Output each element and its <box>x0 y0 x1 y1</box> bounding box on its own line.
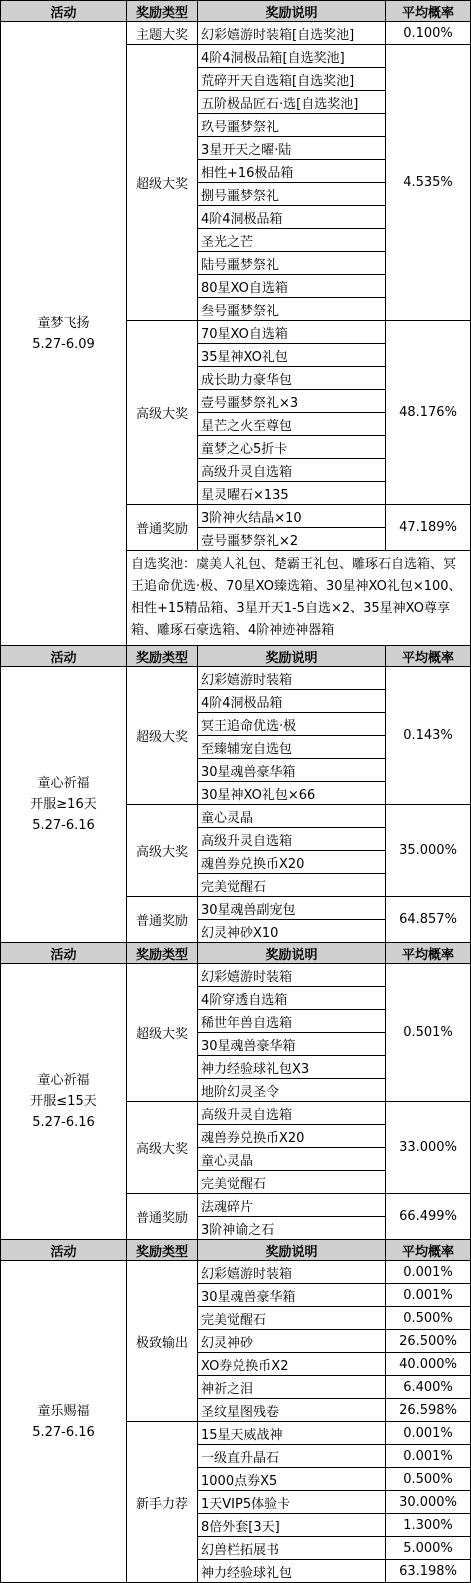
reward-item: 完美觉醒石 <box>198 1171 386 1194</box>
reward-type-cell: 普通奖励 <box>127 1194 198 1240</box>
reward-item: 幻灵神砂 <box>198 1330 386 1353</box>
header-activity: 活动 <box>1 1240 127 1261</box>
probability-cell: 1.300% <box>386 1514 471 1537</box>
probability-cell: 64.857% <box>386 897 471 943</box>
reward-item: XO券兑换币X2 <box>198 1353 386 1376</box>
header-reward-desc: 奖励说明 <box>198 1 386 22</box>
probability-cell: 0.143% <box>386 667 471 805</box>
reward-item: 五阶极品匠石·选[自选奖池] <box>198 91 386 114</box>
reward-type-cell: 超级大奖 <box>127 45 198 321</box>
header-reward-type: 奖励类型 <box>127 943 198 964</box>
header-reward-type: 奖励类型 <box>127 646 198 667</box>
reward-item: 星芒之火至尊包 <box>198 413 386 436</box>
header-activity: 活动 <box>1 943 127 964</box>
reward-item: 30星魂兽豪华箱 <box>198 1033 386 1056</box>
reward-type-cell: 高级大奖 <box>127 805 198 897</box>
reward-item: 4阶4洞极品箱[自选奖池] <box>198 45 386 68</box>
probability-cell: 30.000% <box>386 1491 471 1514</box>
reward-item: 3星开天之曜·陆 <box>198 137 386 160</box>
reward-item: 30星魂兽豪华箱 <box>198 1284 386 1307</box>
reward-item: 荒碎开天自选箱[自选奖池] <box>198 68 386 91</box>
activity-line: 童梦飞扬 <box>37 315 90 331</box>
reward-item: 30星魂兽副宠包 <box>198 897 386 920</box>
header-row <box>1 943 471 964</box>
header-avg-prob: 平均概率 <box>386 1 471 22</box>
reward-item: 童心灵晶 <box>198 1148 386 1171</box>
header-reward-desc: 奖励说明 <box>198 943 386 964</box>
reward-item: 30星魂兽豪华箱 <box>198 759 386 782</box>
reward-item: 魂兽券兑换币X20 <box>198 851 386 874</box>
activity-cell <box>1 667 127 943</box>
reward-item: 高级升灵自选箱 <box>198 459 386 482</box>
probability-cell: 0.500% <box>386 1307 471 1330</box>
reward-item: 高级升灵自选箱 <box>198 1102 386 1125</box>
activity-line: 童乐赐福 <box>37 1403 90 1419</box>
probability-cell: 47.189% <box>386 505 471 551</box>
activity-line: 开服≤15天 <box>30 1094 97 1109</box>
reward-item: 幻彩嬉游时装箱 <box>198 667 386 690</box>
probability-cell: 26.598% <box>386 1399 471 1422</box>
probability-cell: 6.400% <box>386 1376 471 1399</box>
activity-line: 童心祈福 <box>37 1073 90 1088</box>
table-body <box>1 1 471 1583</box>
reward-item: 神祈之泪 <box>198 1376 386 1399</box>
activity-cell <box>1 1261 127 1583</box>
header-reward-desc: 奖励说明 <box>198 646 386 667</box>
reward-type-cell: 普通奖励 <box>127 897 198 943</box>
table-row <box>1 1261 471 1284</box>
reward-item: 完美觉醒石 <box>198 1307 386 1330</box>
reward-item: 童梦之心5折卡 <box>198 436 386 459</box>
probability-cell: 0.500% <box>386 1468 471 1491</box>
reward-item: 15星天威战神 <box>198 1422 386 1445</box>
reward-item: 4阶4洞极品箱 <box>198 690 386 713</box>
table-row <box>1 964 471 987</box>
reward-item: 陆号噩梦祭礼 <box>198 252 386 275</box>
probability-cell: 0.001% <box>386 1445 471 1468</box>
reward-item: 4阶4洞极品箱 <box>198 206 386 229</box>
header-activity: 活动 <box>1 1 127 22</box>
reward-item: 幻彩嬉游时装箱 <box>198 964 386 987</box>
reward-item: 成长助力豪华包 <box>198 367 386 390</box>
header-activity: 活动 <box>1 646 127 667</box>
reward-item: 法魂碎片 <box>198 1194 386 1217</box>
reward-item: 壹号噩梦祭礼×3 <box>198 390 386 413</box>
reward-item: 高级升灵自选箱 <box>198 828 386 851</box>
activity-line: 开服≥16天 <box>30 797 97 812</box>
reward-item: 稀世年兽自选箱 <box>198 1010 386 1033</box>
reward-type-cell: 普通奖励 <box>127 505 198 551</box>
probability-cell: 0.001% <box>386 1284 471 1307</box>
reward-item: 幻灵神砂X10 <box>198 920 386 943</box>
probability-cell: 63.198% <box>386 1560 471 1583</box>
probability-cell: 4.535% <box>386 45 471 321</box>
reward-item: 1000点券X5 <box>198 1468 386 1491</box>
reward-item: 魂兽券兑换币X20 <box>198 1125 386 1148</box>
reward-item: 3阶神谕之石 <box>198 1217 386 1240</box>
header-row <box>1 1 471 22</box>
reward-type-cell: 主题大奖 <box>127 22 198 45</box>
activity-cell <box>1 964 127 1240</box>
probability-cell: 66.499% <box>386 1194 471 1240</box>
probability-cell: 48.176% <box>386 321 471 505</box>
reward-item: 8倍外套[3天] <box>198 1514 386 1537</box>
reward-type-cell: 高级大奖 <box>127 321 198 505</box>
reward-item: 3阶神火结晶×10 <box>198 505 386 528</box>
table-row <box>1 22 471 45</box>
reward-item: 幻兽栏拓展书 <box>198 1537 386 1560</box>
probability-cell: 0.100% <box>386 22 471 45</box>
reward-item: 冥王追命优选·极 <box>198 713 386 736</box>
probability-cell: 40.000% <box>386 1353 471 1376</box>
reward-item: 相性+16极品箱 <box>198 160 386 183</box>
reward-item: 幻彩嬉游时装箱[自选奖池] <box>198 22 386 45</box>
reward-item: 叁号噩梦祭礼 <box>198 298 386 321</box>
reward-type-cell: 超级大奖 <box>127 667 198 805</box>
reward-item: 4阶穿透自选箱 <box>198 987 386 1010</box>
activity-line: 5.27-6.09 <box>32 336 95 352</box>
activity-line: 5.27-6.16 <box>32 1115 95 1130</box>
pool-note: 自选奖池：虞美人礼包、楚霸王礼包、雕琢石自选箱、冥王追命优选·极、70星XO臻选箱、30星神XO礼包×100、相性+15精品箱、3星开天1-5自选×2、35星神XO尊享箱、雕琢石豪选箱、4阶神迹神器箱 <box>127 551 471 646</box>
activity-line: 5.27-6.16 <box>32 818 95 833</box>
probability-cell: 33.000% <box>386 1102 471 1194</box>
header-reward-type: 奖励类型 <box>127 1240 198 1261</box>
activity-cell <box>1 22 127 646</box>
reward-item: 35星神XO礼包 <box>198 344 386 367</box>
header-reward-desc: 奖励说明 <box>198 1240 386 1261</box>
reward-item: 童心灵晶 <box>198 805 386 828</box>
reward-type-cell: 超级大奖 <box>127 964 198 1102</box>
reward-item: 70星XO自选箱 <box>198 321 386 344</box>
probability-cell: 0.001% <box>386 1422 471 1445</box>
activity-line: 童心祈福 <box>37 776 90 791</box>
reward-item: 80星XO自选箱 <box>198 275 386 298</box>
probability-cell: 0.001% <box>386 1261 471 1284</box>
reward-item: 圣光之芒 <box>198 229 386 252</box>
reward-item: 圣纹星图残卷 <box>198 1399 386 1422</box>
probability-cell: 5.000% <box>386 1537 471 1560</box>
header-row <box>1 646 471 667</box>
header-avg-prob: 平均概率 <box>386 943 471 964</box>
header-avg-prob: 平均概率 <box>386 1240 471 1261</box>
reward-item: 1天VIP5体验卡 <box>198 1491 386 1514</box>
reward-type-cell: 高级大奖 <box>127 1102 198 1194</box>
probability-cell: 26.500% <box>386 1330 471 1353</box>
reward-item: 30星神XO礼包×66 <box>198 782 386 805</box>
table-row <box>1 667 471 690</box>
header-avg-prob: 平均概率 <box>386 646 471 667</box>
reward-type-cell: 极致输出 <box>127 1261 198 1422</box>
reward-item: 神力经验球礼包 <box>198 1560 386 1583</box>
reward-item: 地阶幻灵圣令 <box>198 1079 386 1102</box>
activity-line: 5.27-6.16 <box>32 1424 95 1440</box>
reward-item: 壹号噩梦祭礼×2 <box>198 528 386 551</box>
reward-item: 玖号噩梦祭礼 <box>198 114 386 137</box>
reward-item: 至臻辅宠自选包 <box>198 736 386 759</box>
reward-item: 幻彩嬉游时装箱 <box>198 1261 386 1284</box>
reward-item: 一级直升晶石 <box>198 1445 386 1468</box>
probability-cell: 0.501% <box>386 964 471 1102</box>
header-row <box>1 1240 471 1261</box>
reward-item: 捌号噩梦祭礼 <box>198 183 386 206</box>
reward-type-cell: 新手力荐 <box>127 1422 198 1583</box>
reward-item: 星灵曜石×135 <box>198 482 386 505</box>
reward-item: 神力经验球礼包X3 <box>198 1056 386 1079</box>
reward-item: 完美觉醒石 <box>198 874 386 897</box>
header-reward-type: 奖励类型 <box>127 1 198 22</box>
probability-cell: 35.000% <box>386 805 471 897</box>
